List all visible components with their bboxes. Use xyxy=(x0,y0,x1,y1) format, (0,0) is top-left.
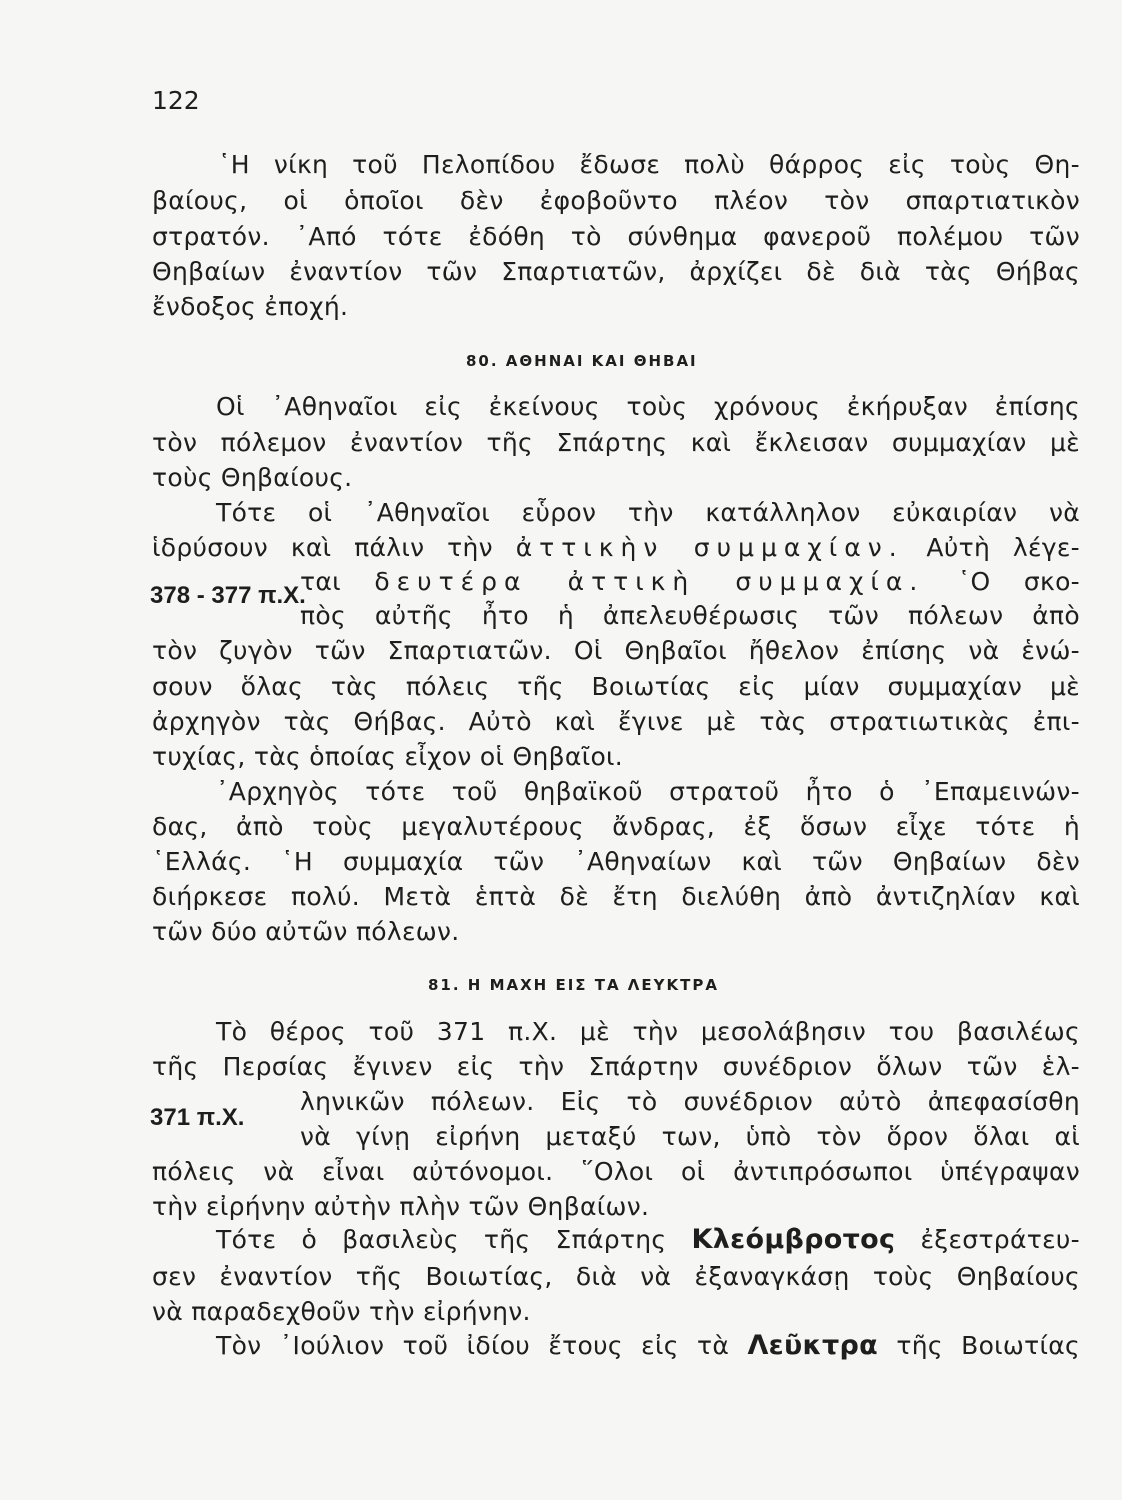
emphasized-name: Λεῦκτρα xyxy=(747,1330,879,1361)
text-segment: Τότε ὁ βασιλεὺς τῆς Σπάρτης xyxy=(216,1225,667,1254)
text-line: ῾Η νίκη τοῦ Πελοπίδου ἔδωσε πολὺ θάρρος εἰς τοὺς Θη- xyxy=(218,150,1080,179)
margin-date-378-377: 378 - 377 π.Χ. xyxy=(150,582,306,609)
text-line: Οἱ ᾿Αθηναῖοι εἰς ἐκείνους τοὺς χρόνους ἐκήρυξαν ἐπίσης xyxy=(216,392,1080,421)
margin-date-371: 371 π.Χ. xyxy=(150,1104,245,1131)
text-line: νὰ παραδεχθοῦν τὴν εἰρήνην. xyxy=(152,1297,531,1326)
text-line: Τὸ θέρος τοῦ 371 π.Χ. μὲ τὴν μεσολάβησιν του βασιλέως xyxy=(216,1017,1080,1046)
text-segment: ται xyxy=(300,567,341,596)
text-segment: τῆς Βοιωτίας xyxy=(896,1331,1081,1360)
section-heading-81: 81. Η ΜΑΧΗ ΕΙΣ ΤΑ ΛΕΥΚΤΡΑ xyxy=(428,976,719,994)
text-line: βαίους, οἱ ὁποῖοι δὲν ἐφοβοῦντο πλέον τὸν σπαρτιατικὸν xyxy=(152,186,1080,215)
emphasized-term: δευτέρα ἀττικὴ συμμαχία. xyxy=(374,567,925,596)
emphasized-name: Κλεόμβροτος xyxy=(691,1224,896,1255)
text-line: ῾Ελλάς. ῾Η συμμαχία τῶν ᾿Αθηναίων καὶ τῶν Θηβαίων δὲν xyxy=(152,847,1080,876)
text-segment: Αὐτὴ λέγε- xyxy=(926,533,1080,562)
text-line: ἔνδοξος ἐποχή. xyxy=(152,292,349,321)
text-line: ᾿Αρχηγὸς τότε τοῦ θηβαϊκοῦ στρατοῦ ἦτο ὁ ᾿Επαμεινών- xyxy=(216,777,1080,806)
text-line: σουν ὅλας τὰς πόλεις τῆς Βοιωτίας εἰς μίαν συμμαχίαν μὲ xyxy=(152,672,1080,701)
text-line: τῆς Περσίας ἔγινεν εἰς τὴν Σπάρτην συνέδριον ὅλων τῶν ἑλ- xyxy=(152,1052,1080,1081)
text-segment: ῾Ο σκο- xyxy=(957,567,1080,596)
text-line: τῶν δύο αὐτῶν πόλεων. xyxy=(152,917,460,946)
text-line: διήρκεσε πολύ. Μετὰ ἑπτὰ δὲ ἔτη διελύθη ἀπὸ ἀντιζηλίαν καὶ xyxy=(152,882,1080,911)
text-line: στρατόν. ᾿Από τότε ἐδόθη τὸ σύνθημα φανεροῦ πολέμου τῶν xyxy=(152,222,1080,251)
emphasized-term: ἀττικὴν συμμαχίαν. xyxy=(515,533,904,562)
text-line xyxy=(300,567,1080,597)
section-heading-80: 80. ΑΘΗΝΑΙ ΚΑΙ ΘΗΒΑΙ xyxy=(466,352,698,370)
text-line: τυχίας, τὰς ὁποίας εἶχον οἱ Θηβαῖοι. xyxy=(152,742,624,771)
text-line: Τότε οἱ ᾿Αθηναῖοι εὗρον τὴν κατάλληλον εὐκαιρίαν νὰ xyxy=(216,498,1080,527)
page-number: 122 xyxy=(152,86,200,115)
text-line: τὸν πόλεμον ἐναντίον τῆς Σπάρτης καὶ ἔκλεισαν συμμαχίαν μὲ xyxy=(152,428,1080,457)
text-line: δας, ἀπὸ τοὺς μεγαλυτέρους ἄνδρας, ἐξ ὅσων εἶχε τότε ἡ xyxy=(152,812,1080,841)
text-segment: ἱδρύσουν καὶ πάλιν τὴν xyxy=(152,533,493,562)
text-segment: Τὸν ᾿Ιούλιον τοῦ ἰδίου ἔτους εἰς τὰ xyxy=(216,1331,730,1360)
text-line: Θηβαίων ἐναντίον τῶν Σπαρτιατῶν, ἀρχίζει δὲ διὰ τὰς Θήβας xyxy=(152,257,1080,286)
text-line: νὰ γίνῃ εἰρήνη μεταξύ των, ὑπὸ τὸν ὅρον ὅλαι αἱ xyxy=(300,1122,1080,1151)
text-line: τοὺς Θηβαίους. xyxy=(152,463,353,492)
text-line: πὸς αὐτῆς ἦτο ἡ ἀπελευθέρωσις τῶν πόλεων ἀπὸ xyxy=(300,601,1080,630)
text-line xyxy=(216,1331,1080,1361)
text-segment: ἐξεστράτευ- xyxy=(920,1225,1080,1254)
text-line: σεν ἐναντίον τῆς Βοιωτίας, διὰ νὰ ἐξαναγκάσῃ τοὺς Θηβαίους xyxy=(152,1262,1080,1291)
text-line: τὴν εἰρήνην αὐτὴν πλὴν τῶν Θηβαίων. xyxy=(152,1192,650,1221)
text-line: πόλεις νὰ εἶναι αὐτόνομοι. ῞Ολοι οἱ ἀντιπρόσωποι ὑπέγραψαν xyxy=(152,1157,1080,1186)
text-line: τὸν ζυγὸν τῶν Σπαρτιατῶν. Οἱ Θηβαῖοι ἤθελον ἐπίσης νὰ ἑνώ- xyxy=(152,636,1080,665)
text-line: ἀρχηγὸν τὰς Θήβας. Αὐτὸ καὶ ἔγινε μὲ τὰς στρατιωτικὰς ἐπι- xyxy=(152,707,1080,736)
text-line: ληνικῶν πόλεων. Εἰς τὸ συνέδριον αὐτὸ ἀπεφασίσθη xyxy=(300,1087,1080,1116)
text-line xyxy=(216,1225,1080,1255)
text-line xyxy=(152,533,1080,563)
